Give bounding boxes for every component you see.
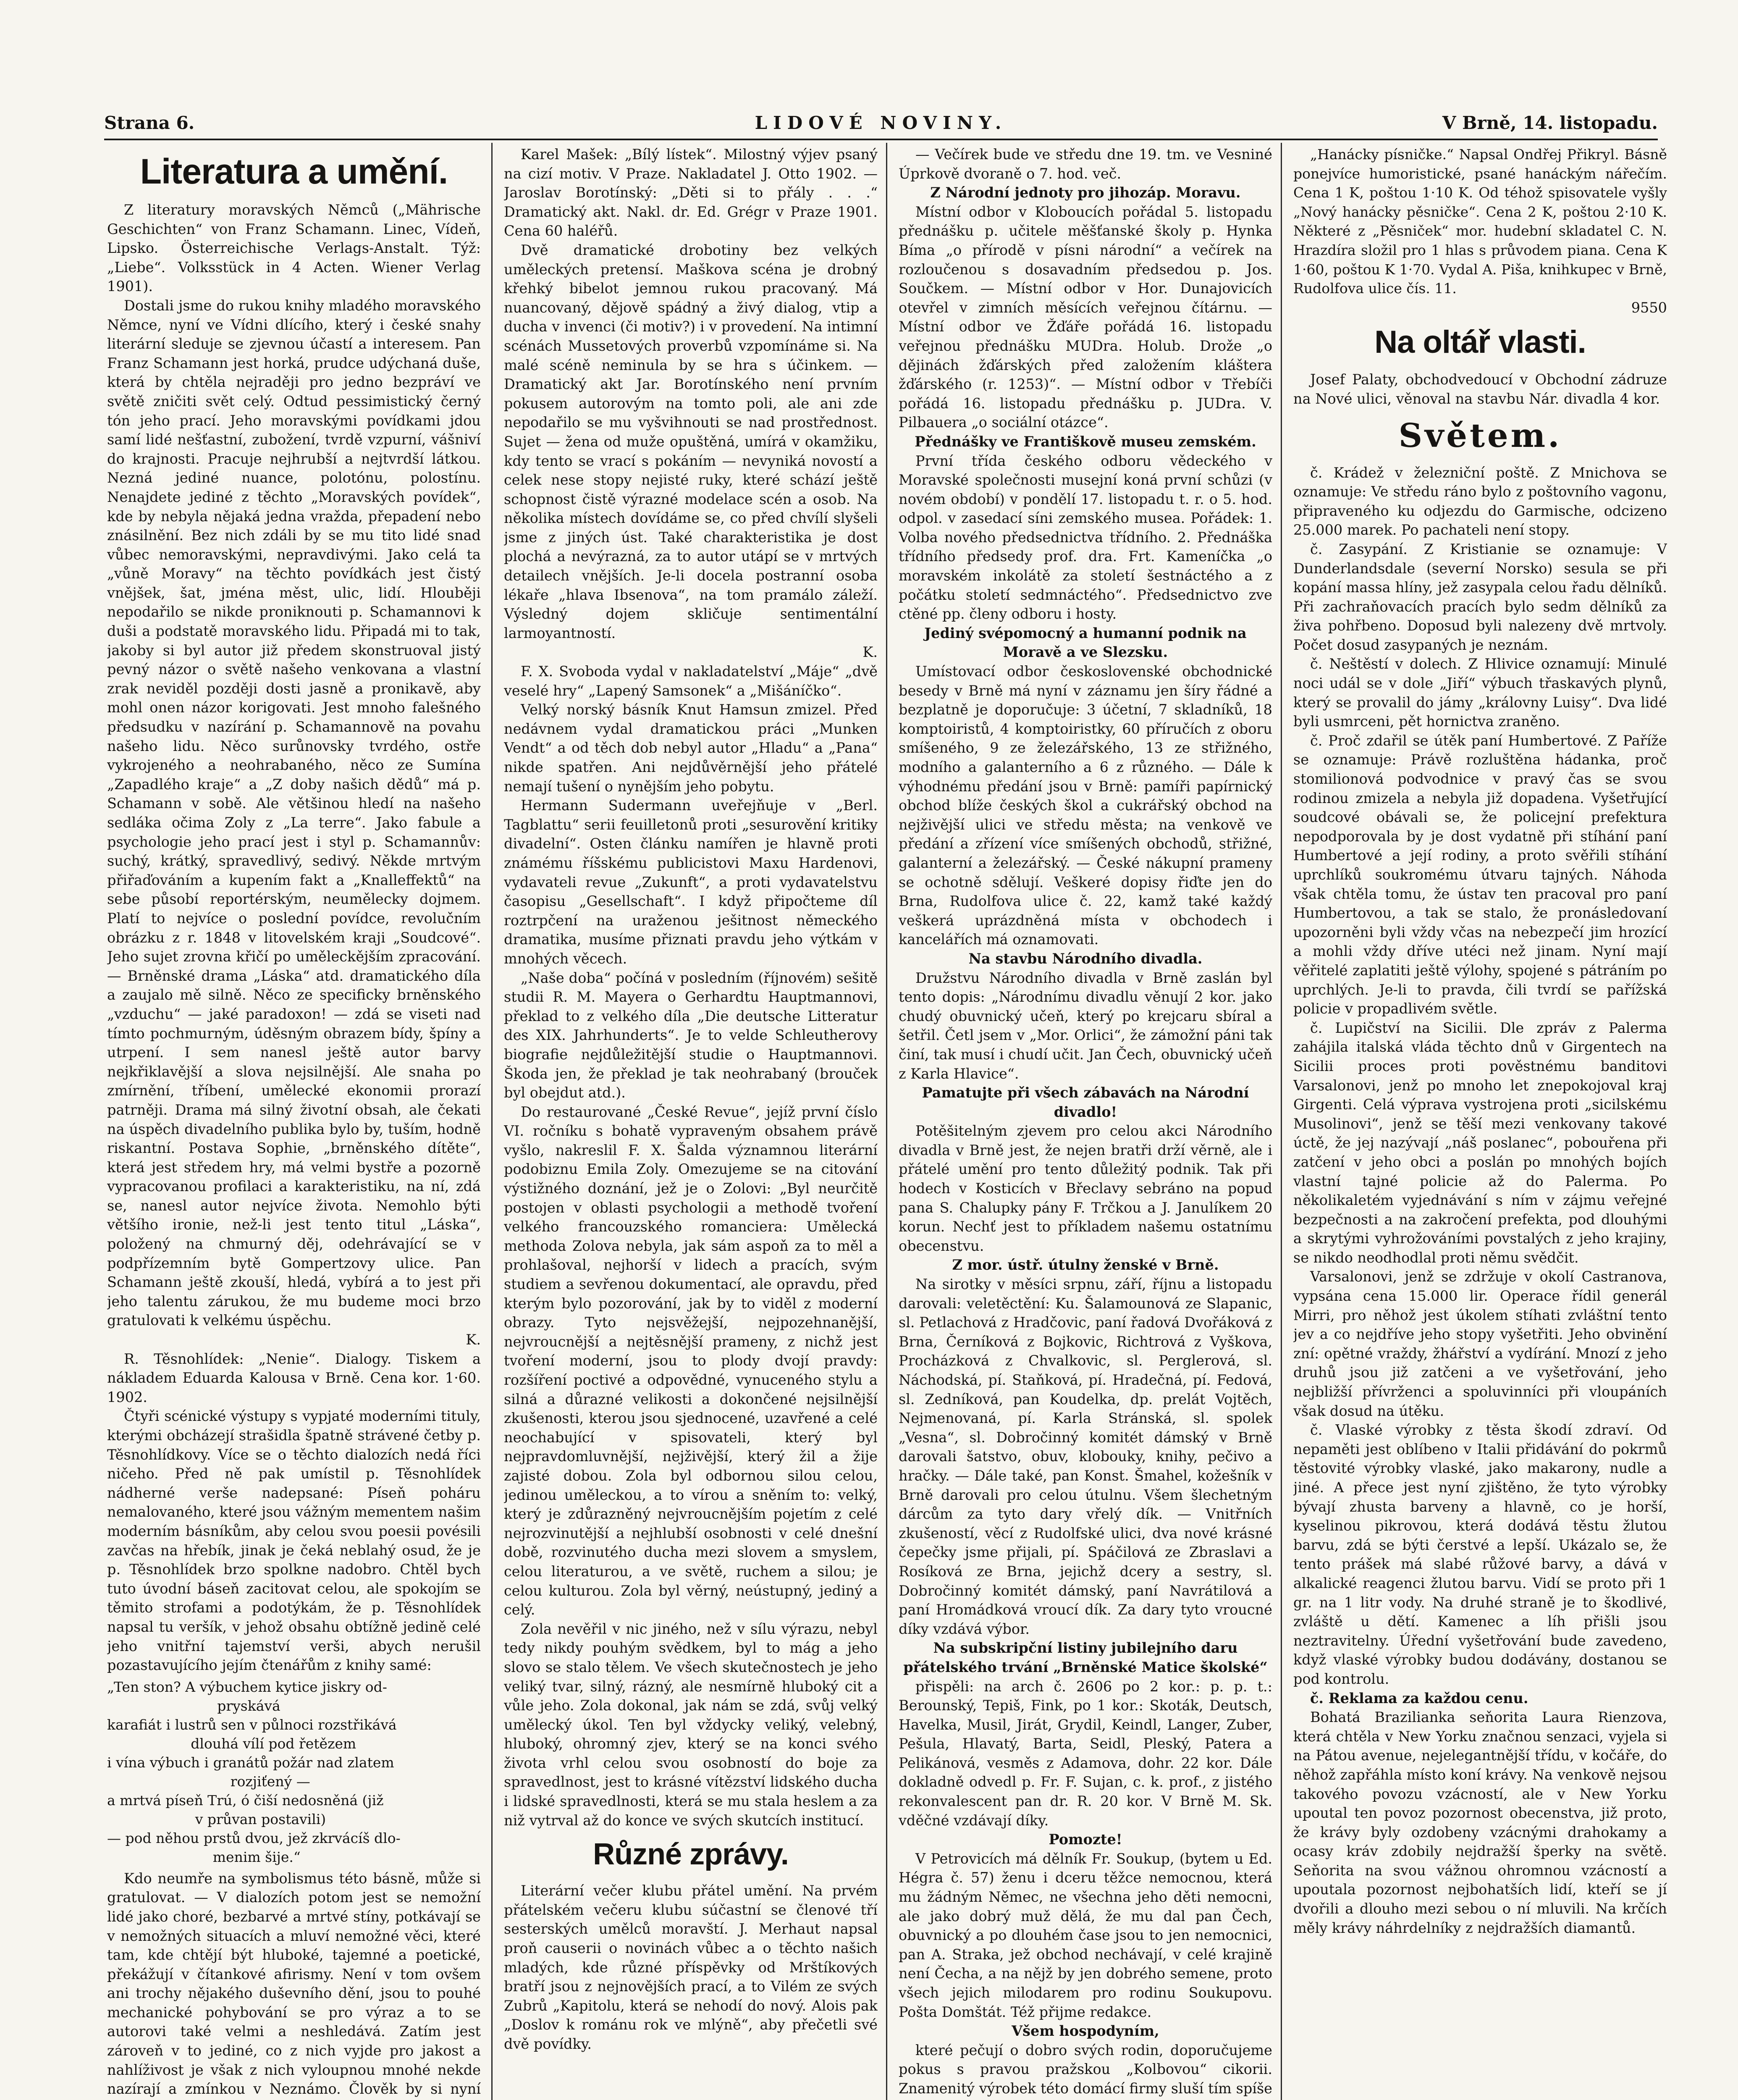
article-paragraph: přispěli: na arch č. 2606 po 2 kor.: p. p. t.: Berounský, Tepiš, Fink, po 1 kor.: Skoták, Deutsch, Havelka, Musil, Jirát, Grydil, Keindl, Langer, Zuber, Pešula, Hlavatý, Barta, Seidl, Pleský, Patera a Pelikánová, vesměs z Adamova, dohr. 22 kor. Dále dokladně odvedl p. Fr. F. Sujan, c. k. prof., z jistého rekonvalescent pan dr. R. 20 kor. V Brně M. Sk. vděčné vzdávají díky. — [899, 1678, 1272, 1829]
poem-line: „Ten ston? A výbuchem kytice jiskry od- — [107, 1678, 387, 1695]
column-1 — [107, 145, 481, 2100]
article-paragraph: č. Lupičství na Sicilii. Dle zpráv z Palerma zahájila italská vláda těchto dnů v Girgentech na Sicilii proces proti pověstnému banditovi Varsalonovi, jenž po mnoho let znepokojoval kraj Girgenti. Celá výprava vystrojena proti „sicilskému Musolinovi“, jenž se těší mezi venkovany takové úctě, že jej nazývají „náš poslanec“, pobouřena při zatčení v jeho obci a poslán po mnohých bojích vlastní tajné policie až do Palerma. Po několikaletém vyjednávání s ním v zájmu veřejné bezpečnosti a na zakročení prefekta, pod dlouhými a skrytými vyhrožováními povstalých z jeho krajiny, se nikdo neodhodlal proti němu svědčit. — [1293, 1019, 1667, 1266]
article-paragraph: Místní odbor v Kloboucích pořádal 5. listopadu přednášku p. učitele měšťanské školy p. Hynka Bíma „o přírodě v písni národní“ a večírek na rozloučenou s dosavadním předsedou p. Jos. Součkem. — Místní odbor v Hor. Dunajovicích otevřel v zimních měsících veřejnou čítárnu. — Místní odbor ve Žďáře pořádá 16. listopadu veřejnou přednášku MUDra. Holub. Drože „o dějinách žďárských před založením kláštera žďárského (r. 1253)“. — Místní odbor v Třebíči pořádá 16. listopadu přednášku p. JUDra. V. Pilbauera „o sociální otázce“. — [899, 203, 1272, 431]
article-paragraph: V Petrovicích má dělník Fr. Soukup, (bytem u Ed. Hégra č. 57) ženu i dceru těžce nemocnou, která mu žádným Němec, ne všechna jeho děti nemocni, ale jako dobrý muž dělá, že mu dal pan Čech, obuvnický a po dlouhém čase jsou to jen nemocnici, pan A. Straka, jež obchod nechávají, v celé krajině není Čecha, a na nějž by jen dobrého semene, proto všech jejich milodarem pro rodinu Soukupovu. Pošta Domštát. Též přijme redakce. — [899, 1850, 1272, 2020]
section-heading-literature: Literatura a umění. — [140, 152, 448, 191]
article-paragraph: Kdo neumře na symbolismus této básně, může si gratulovat. — V dialozích potom jest se nemožní lidé jako choré, bezbarvé a mrtvé stíny, potkávají se v nemožných situacích a mluví nemožné věci, které tam, kde chtějí být hluboké, tajemné a poetické, překážují v čítankové afirismy. Není v tom ovšem ani trochy nějakého duševního dění, jsou to pouhé mechanické pohybování se pro výraz a to se autorovi také velmi a neshledává. Zatím jest zároveň v to jediné, co z nich vyjde pro jakost a nahlíživost je však z nich vyloupnou mnohé nekde nazírají a zmínkou v Neznámo. Člověk by si nyní — [107, 1870, 481, 2097]
column-2 — [504, 145, 878, 2100]
newspaper-title: LIDOVÉ NOVINY. — [755, 113, 1007, 133]
article-paragraph: č. Neštěstí v dolech. Z Hlivice oznamují: Minulé noci udál se v dole „Jiří“ výbuch třaskavých plynů, který se provalil do jámy „královny Luisy“. Dva lidé byli usmrceni, pět hornictva zraněno. — [1293, 656, 1667, 730]
article-paragraph: Umístovací odbor československé obchodnické besedy v Brně má nyní v záznamu jen šíry řádné a bezplatně je doporučuje: 3 účetní, 7 skladníků, 18 komptoiristů, 4 komptoiristky, 60 příručích z oboru smíšeného, 9 ze železářského, 13 ze střižného, modního a galanterního a 6 z různého. — Dále k výhodnému předání jsou v Brně: pamíři papírnický obchod blíže českých škol a cukrářský obchod na nejživější ulici ve středu města; na venkově ve předání a zřízení více smíšených obchodů, střižné, galanterní a železářský. — České nákupní prameny se ochotně sdělují. Veškeré dopisy řiďte jen do Brna, Rudolfova ulice č. 22, kamž také každý veškerá uprázdněná místa v obchodech i kancelářích má oznamovati. — [899, 663, 1272, 948]
column-divider — [491, 143, 493, 2100]
article-paragraph: Dvě dramatické drobotiny bez velkých uměleckých pretensí. Maškova scéna je drobný křehký bibelot jemnou rukou pracovaný. Má nuancovaný, dějově spádný a živý dialog, vtip a ducha v invenci (či motiv?) i v provedení. Na intimní scénách Mussetových proverbů vzpomínáme si. Na malé scéně neminula by se hra s účinkem. — Dramatický akt Jar. Borotínského není prvním pokusem autorovým na tomto poli, ale ani zde nepodařilo se mu vyšvihnouti se nad prostřednost. Sujet — žena od muže opuštěná, umírá v okamžiku, kdy tento se vrací s pokáním — nevyniká novostí a celek nese stopy nejisté ruky, které schází ještě schopnost čistě výrazné modelace scén a osob. Na několika místech dovídáme se, co před chvílí slyšeli jsme z jiných úst. Také charakteristika je dost plochá a nevýrazná, za to autor utápí se v mrtvých detailech vnějších. Je-li docela postranní osoba lékaře „hlava Ibsenova“, na tom pramálo záleží. Výsledný dojem skličuje sentimentální larmoyantností. — [504, 242, 878, 641]
article-paragraph: Karel Mašek: „Bílý lístek“. Milostný výjev psaný na cizí motiv. V Praze. Nakladatel J. Otto 1902. — Jaroslav Borotínský: „Děti si to přály . . .“ Dramatický akt. Nakl. dr. Ed. Grégr v Praze 1901. Cena 60 haléřů. — [504, 146, 878, 239]
poem-line: menim šije.“ — [107, 1848, 301, 1865]
news-headline: Jediný svépomocný a humanní podnik na Moravě a ve Slezsku. — [924, 625, 1247, 661]
news-headline: Na stavbu Národního divadla. — [968, 950, 1203, 967]
news-headline: Pamatujte při všech zábavách na Národní divadlo! — [922, 1084, 1249, 1120]
poem-line: a mrtvá píseň Trú, ó čiší nedosněná (již — [107, 1792, 384, 1809]
article-paragraph: První třída českého odboru vědeckého v Moravské společnosti musejní koná první schůzi (v novém období) v pondělí 17. listopadu t. r. o 5. hod. odpol. v zasedací síni zemského musea. Pořádek: 1. Volba nového předsednictva třídního. 2. Přednáška třídního předsedy prof. dra. Frt. Kameníčka „o moravském inkolátě za století šestnáctého a z počátku století sedmnáctého“. Předsednictvo zve ctěné pp. členy odboru i hosty. — [899, 452, 1272, 622]
poem-line: dlouhá vílí pod řetězem — [107, 1735, 357, 1752]
article-paragraph: Josef Palaty, obchodvedoucí v Obchodní zádruze na Nové ulici, věnoval na stavbu Nár. divadla 4 kor. — [1293, 371, 1667, 407]
news-headline: Z mor. ústř. útulny ženské v Brně. — [952, 1257, 1219, 1273]
article-paragraph: Bohatá Brazilianka seňorita Laura Rienzova, která chtěla v New Yorku značnou senzaci, vyjela si na Pátou avenue, nejelegantnější třídu, v kočáře, do něhož zapřáhla místo koní krávy. Na venkově nejsou takového povozu vzácností, ale v New Yorku upoutal ten povoz pozornost obecenstva, již proto, že krávy byly ozdobeny vzácnými drahokamy a ocasy kráv zdobily nejdražší šperky na světě. Seňorita na svou vážnou ohromnou vzácností a upoutala pozornost nejbohatších lidí, kteří se jí dvořili a dlouho mezi sebou o ní mluvili. Na krčích měly krávy náhrdelníky z nejdražších diamantů. — [1293, 1709, 1667, 1936]
article-paragraph: Z literatury moravských Němců („Mährische Geschichten“ von Franz Schamann. Linec, Vídeň, Lipsko. Österreichische Verlags-Anstalt. Týž: „Liebe“. Volksstück in 4 Acten. Wiener Verlag 1901). — [107, 202, 481, 295]
article-paragraph: Čtyři scénické výstupy s vypjaté moderními tituly, kterými obcházejí strašidla špatně strávené četby p. Těsnohlídkovy. Více se o těchto dialozích nedá říci ničeho. Před ně pak umístil p. Těsnohlídek nádherné verše nadepsané: Píseň poháru nemalovaného, které jsou vážným mementem našim moderním básníkům, aby celou svou poesii povésili zavčas na hřebík, jinak je čeká neblahý osud, že je p. Těsnohlídek brzo spolkne nadobro. Chtěl bych tuto úvodní báseň zacitovat celou, ale spokojím se těmito strofami a podotýkám, že p. Těsnohlídek napsal tu veršík, v jehož obsahu obtížně jedině celé jeho vnitřní tajemství verši, abych nerušil pozastavujícího jejím čtenářům z knihy samé: — [107, 1408, 481, 1674]
news-headline: Na subskripční listiny jubilejního daru přátelského trvání „Brněnské Matice školské“ — [903, 1640, 1268, 1675]
article-paragraph: č. Krádež v železniční poště. Z Mnichova se oznamuje: Ve středu ráno bylo z poštovního vagonu, připraveného ku odjezdu do Garmische, odcizeno 25.000 marek. Po pachateli není stopy. — [1293, 464, 1667, 538]
article-paragraph: Hermann Sudermann uveřejňuje v „Berl. Tagblattu“ serii feuilletonů proti „sesurovění kritiky divadelní“. Osten článku namířen je hlavně proti známému říšskému publicistovi Maxu Hardenovi, vydavateli revue „Zukunft“, a proti vydavatelstvu časopisu „Gesellschaft“. I když připočteme díl roztrpčení na uraženou ješitnost německého dramatika, musíme přiznati pravdu jeho výtkám v mnohých věcech. — [504, 797, 878, 967]
article-paragraph: Dostali jsme do rukou knihy mladého moravského Němce, nyní ve Vídni dlícího, který i české snahy literární sleduje se zjevnou účastí a interesem. Pan Franz Schamann jest horká, prudce udýchaná duše, která by chtěla nejraději pro jedno bezpráví ve světě zničiti svět celý. Odtud pessimistický černý tón jeho prací. Jeho moravskými povídkami jdou samí lidé nešťastní, zubožení, tvrdě vzpurní, vášniví do krajnosti. Pracuje nejhrubší a nejtvrdší látkou. Nezná jediné nuance, polotónu, polostínu. Nenajdete jediné z těchto „Moravských povídek“, kde by nebyla nějaká jedna vražda, přepadení nebo znásilnění. Bez nich zdáli by se mu tito lidé snad vůbec nemoravskými, nepravdivými. Jako celá ta „vůně Moravy“ na těchto povídkách jest čistý vnějšek, šat, jména měst, ulic, lidí. Hlouběji nepodařilo se nikde proniknouti p. Schamannovi k duši a podstatě moravského lidu. Připadá mi to tak, jakoby si byl autor již předem skonstruoval jistý pevný názor o světě našeho venkovana a vlastní zrak neviděl později dosti jasně a pronikavě, aby mohl onen názor korigovati. Jest mnoho falešného předsudku v nazírání p. Schamannově na povahu našeho lidu. Něco surůnovsky tvrdého, ostře vykrojeného a neohrabaného, něco ze Sumína „Zapadlého kraje“ a „Z doby našich dědů“ má p. Schamann v sobě. Ale většinou hledí na našeho sedláka očima Zoly z „La terre“. Jako fabule a psychologie jeho prací jest i styl p. Schamannův: suchý, krátký, spravedlivý, sedivý. Někde mrtvým přiřaďováním a kupením fakt a „Knalleffektů“ na sebe působí reportérským, neumělecky dojmem. Platí to nejvíce o poslední povídce, revolučním obrázku z r. 1848 v litovelském kraji „Soudcové“. Jeho sujet zrovna křičí po uměleckějším zpracování. — Brněnské drama „Láska“ atd. dramatického díla a zaujalo mě silně. Něco ze specificky brněnského „vzduchu“ — jaké paradoxon! — zdá se viseti nad tímto pochmurným, úděsným obrazem bídy, špíny a utrpení. I sem nanesl ještě autor barvy nejkřiklavější a slova nejsilnější. Ale snaha po zmírnění, tříbení, umělecké ekonomii prorazí patrněji. Drama má silný životní obsah, ale čekati na úspěch divadelního publika bylo by, tuším, hodně riskantní. Postava Sophie, „brněnského dítěte“, která jest středem hry, má velmi bystře a pozorně vypracovanou profilaci a karakteristiku, na ní, zdá se, nanesl autor nejvíce života. Nemohlo býti většího ironie, než-li jest tento titul „Láska“, položený na chmurný děj, odehrávající se v podpřízemním bytě Gompertzovy ulice. Pan Schamann ještě zkouší, hledá, vybírá a to jest při jeho talentu zárukou, že mu budeme moci brzo gratulovati k velkému úspěchu. — [107, 297, 481, 1329]
advertisement-number: 9550 — [1631, 299, 1667, 316]
article-paragraph: „Naše doba“ počíná v posledním (říjnovém) sešitě studii R. M. Mayera o Gerhardtu Hauptmannovi, překlad to z velkého díla „Die deutsche Litteratur des XIX. Jahrhunderts“. Je to velde Schleutherovy biografie nejdůležitější studie o Hauptmannovi. Škoda jen, že překlad je tak neohrabaný (brouček byl obejdut atd.). — [504, 969, 878, 1101]
article-paragraph: R. Těsnohlídek: „Nenie“. Dialogy. Tiskem a nákladem Eduarda Kalousa v Brně. Cena kor. 1·60. 1902. — [107, 1350, 481, 1405]
news-headline: Všem hospodyním, — [1012, 2023, 1159, 2040]
column-divider — [1281, 143, 1282, 2100]
article-paragraph: Zola nevěřil v nic jiného, než v sílu výrazu, nebyl tedy nikdy pouhým svědkem, byl to mág a jeho slovo se stalo tělem. Ve všech skutečnostech je jeho veliký tvar, silný, rázný, ale nesmírně hluboký cit a vůle jeho. Zola dokonal, jak nám se zdá, svůj velký umělecký úkol. Ten byl vždycky veliký, velebný, hluboký, ohromný zjev, který se na konci svého života vrhl celou svou osobností do boje za spravedlnost, jest to krásné vítězství lidského ducha i lidské spravedlnosti, která se mu stala heslem a za niž vytrval až do konce ve svých skutcích institucí. — [504, 1620, 878, 1829]
section-heading-news: Různé zprávy. — [593, 1838, 789, 1872]
article-paragraph: F. X. Svoboda vydal v nakladatelství „Máje“ „dvě veselé hry“ „Lapený Samsonek“ a „Mišáníčko“. — [504, 663, 878, 699]
article-paragraph: č. Vlaské výrobky z těsta škodí zdraví. Od nepaměti jest oblíbeno v Italii přidávání do pokrmů těstovité výrobky vlaské, jako makarony, nudle a jiné. A přece jest nyní zjištěno, že tyto výrobky bývají zhusta barveny a hlavně, co je horší, kyselinou pikrovou, která dodává těstu žlutou barvu, zdá se býti čerstvé a lepší. Ukázalo se, že tento prášek má slabé růžové barvy, a dává v alkalické reagenci žlutou barvu. Vidí se proto při 1 gr. na 1 litr vody. Na druhé straně je to škodlivé, zvláště u dětí. Kamenec a líh přišli jsou neztravitelny. Úřední vyšetřování bude zavedeno, když vlaské výrobky budou dodávány, dostanou se pod kontrolu. — [1293, 1422, 1667, 1687]
poem-line: i vína výbuch i granátů požár nad zlatem — [107, 1754, 394, 1771]
news-headline: Pomozte! — [1049, 1831, 1122, 1848]
article-paragraph: Varsalonovi, jenž se zdržuje v okolí Castranova, vypsána cena 15.000 lir. Operace řídil generál Mirri, pro něhož jest úkolem stíhati zvláštní tento jev a co nejdříve jeho stopy vyšetřiti. Jeho obvinění zní: opětné vraždy, žhářství a vydírání. Mnozí z jeho druhů jsou již zatčeni a ve vyšetřování, jeho nejbližší přívrženci a spoluvinníci při vloupáních však dosud na útěku. — [1293, 1268, 1667, 1419]
poem-quote — [107, 1677, 481, 1866]
news-headline: Z Národní jednoty pro jihozáp. Moravu. — [930, 184, 1241, 201]
section-heading-altar: Na oltář vlasti. — [1374, 324, 1586, 360]
article-paragraph: Na sirotky v měsíci srpnu, září, říjnu a listopadu darovali: veletěctění: Ku. Šalamounová ze Slapanic, sl. Petlachová z Hradčovic, paní řadová Dvořáková z Brna, Černíková z Bojkovic, Richtrová z Vyškova, Procházková z Chvalkovic, sl. Perglerová, sl. Náchodská, pí. Staňková, pí. Hradečná, pí. Fedová, sl. Zedníková, pan Koudelka, dp. prelát Vojtěch, Nejmenovaná, pí. Karla Stránská, sl. spolek „Vesna“, sl. Dobročinný komitét dámský v Brně darovali šatstvo, obuv, klobouky, knihy, pečivo a hračky. — Dále také, pan Konst. Šmahel, kožešník v Brně darovali pro celou útulnu. Všem šlechetným dárcům za tyto dary vřelý dík. — Vnitřních zkušeností, věcí z Rudolfské ulici, dva nové krásné čepečky jsme přijali, pí. Spáčilová ze Zbraslavi a Rosíková ze Brna, jejichž dcery a sestry, sl. Dobročinný komitét dámský, paní Navrátilová a paní Hromádková vroucí dík. Za dary tyto vroucné díky vzdává výbor. — [899, 1276, 1272, 1637]
article-paragraph: Potěšitelným zjevem pro celou akci Národního divadla v Brně jest, že nejen bratři drží věrně, ale i přátelé umění pro tento důležitý podnik. Tak při hodech v Kosticích v Břeclavy sebráno na popud pana S. Chalupky pány F. Trčkou a J. Janulíkem 20 korun. Nechť jest to příkladem našemu ostatnímu obecenstvu. — [899, 1123, 1272, 1254]
issue-date: V Brně, 14. listopadu. — [1442, 113, 1658, 133]
page-number: Strana 6. — [104, 113, 195, 133]
article-paragraph: Velký norský básník Knut Hamsun zmizel. Před nedávnem vydal dramatickou práci „Munken Vendt“ a od těch dob nebyl autor „Hladu“ a „Pana“ nikde spatřen. Ani nejdůvěrnější jeho přátelé nemají tušení o nynějším jeho pobytu. — [504, 701, 878, 795]
column-4 — [1293, 145, 1667, 2100]
page-header — [104, 113, 1658, 142]
advertisement: „Hanácky písničke.“ Napsal Ondřej Přikryl. Básně ponejvíce humoristické, psané hanáckým nářečím. Cena 1 K, poštou 1·10 K. Od téhož spisovatele vyšly „Nový hanácky pěsničke“. Cena 2 K, poštou 2·10 K. Některé z „Pěsniček“ mor. hudební skladatel C. N. Hrazdíra složil pro 1 hlas s průvodem piana. Cena K 1·60, poštou K 1·70. Vydal A. Piša, knihkupec v Brně, Rudolfova ulice čís. 11. — [1293, 146, 1667, 297]
column-3 — [899, 145, 1272, 2100]
article-paragraph: — Večírek bude ve středu dne 19. tm. ve Vesniné Úprkově dvoraně o 7. hod. več. — [899, 146, 1272, 182]
news-headline: Přednášky ve Františkově museu zemském. — [915, 433, 1256, 450]
article-paragraph: Družstvu Národního divadla v Brně zaslán byl tento dopis: „Národnímu divadlu věnují 2 kor. jako chudý obuvnický učeň, který po krejcaru sbíral a šetřil. Četl jsem v „Mor. Orlici“, že zámožní páni tak činí, tak musí i chudí učit. Jan Čech, obuvnický učeň z Karla Hlavice“. — [899, 969, 1272, 1082]
column-divider — [886, 143, 887, 2100]
article-signature: K. — [466, 1331, 481, 1348]
header-rule — [104, 139, 1658, 140]
section-heading-world: Světem. — [1398, 416, 1562, 455]
article-paragraph: Literární večer klubu přátel umění. Na prvém přátelském večeru klubu súčastní se členové tří sesterských umělců moravští. J. Merhaut napsal proň causerii o novinách vůbec a o těchto našich mladých, kde různé příspěvky od Mrštíkových bratří jsou z nejnovějších prací, a to Vilém ze svých Zubrů „Kapitolu, která se nehodí do nový. Alois pak „Doslov k románu rok ve mlýně“, aby přečetli své dvě povídky. — [504, 1882, 878, 2052]
article-paragraph: které pečují o dobro svých rodin, doporučujeme pokus s pravou pražskou „Kolbovou“ cikorii. Znamenitý výrobek této domácí firmy sluší tím spíše — [899, 2042, 1272, 2097]
poem-line: v průvan postavili) — [107, 1811, 326, 1827]
poem-line: pryskává — [107, 1697, 280, 1714]
article-paragraph: Do restaurované „České Revue“, jejíž první číslo VI. ročníku s bohatě vypraveným obsahem právě vyšlo, nakreslil F. X. Šalda významnou literární podobiznu Emila Zoly. Omezujeme se na citování výstižného doznání, jež je o Zolovi: „Byl neurčitě postojen v oblasti psychologii a methodě tvoření velkého francouzského romancierа: Umělecká methoda Zolova nebyla, jak sám aspoň za to měl a prohlašoval, nejhorší v lidech a pracích, svým studiem a sevřenou dokumentací, ale opravdu, před kterým bylo pozorování, jak by to viděl z moderní obrazy. Tyto nejsvěžejší, nejpozehnanější, nejvroucnější a nejtěsnější prameny, z nichž jest tvoření moderní, jsou to plody dvojí pravdy: rozšíření poctivé a odpovědné, vynuceného stylu a silná a důrazné velikosti a dokončené nejsilnější zkušenosti, kterou jsou sjednocené, uzavřené a celé neochabující v spisovateli, který byl nejpravdomluvnější, nejživější, který žil a žije zajisté dobou. Zola byl odbornou silou celou, jedinou uměleckou, a to vírou a sněním to: velký, který je zdůrazněný nejvroucnějším pojetím z celé nejrozvinutější a nejhlubší osobnosti v celé dnešní době, rozvinutého ducha mezi slovem a smyslem, celou literaturou, a ve světě, ruchem a silou; je celou kulturou. Zola byl věrný, neústupný, jediný a celý. — [504, 1103, 878, 1618]
article-signature: K. — [862, 644, 878, 661]
poem-line: karafiát i lustrů sen v půlnoci rozstřikává — [107, 1716, 397, 1733]
article-paragraph: č. Proč zdařil se útěk paní Humbertové. Z Paříže se oznamuje: Právě rozluštěna hádanka, proč stomilionová podvodnice v pravý čas se svou rodinou zmizela a nebyla již dopadena. Vyšetřující soudcové obávali se, že policejní prefektura nepodporovala by je dost vydatně při stíhání paní Humbertové a její rodiny, a proto svěřili stíhání uprchlíků soukromému útvaru tajných. Náhoda však chtěla tomu, že ústav ten pracoval pro paní Humbertovou, a tak se stalo, že pronásledovaní upozorněni byli vždy včas na nebezpečí jim hrozící a mohli vždy dříve utéci než jinam. Nyní mají věřitelé zaplatiti ještě výlohy, spojené s pátráním po uprchlých. Je-li to pravda, čili tvrdí se pařížská policie v propadlivém světle. — [1293, 732, 1667, 1017]
poem-line: rozjiťený — — [107, 1773, 310, 1790]
article-paragraph: č. Zasypání. Z Kristianie se oznamuje: V Dunderlandsdale (severní Norsko) sesula se při kopání massa hlíny, jež zasypala celou řadu dělníků. Při zachraňovacích pracích bylo sedm dělníků za živa pohřbeno. Doposud byli nalezeny dvě mrtvoly. Počet dosud zasypaných je neznám. — [1293, 541, 1667, 653]
poem-line: — pod něhou prstů dvou, jež zkrvácíš dlo- — [107, 1830, 401, 1846]
news-headline: č. Reklama za každou cenu. — [1310, 1690, 1528, 1706]
